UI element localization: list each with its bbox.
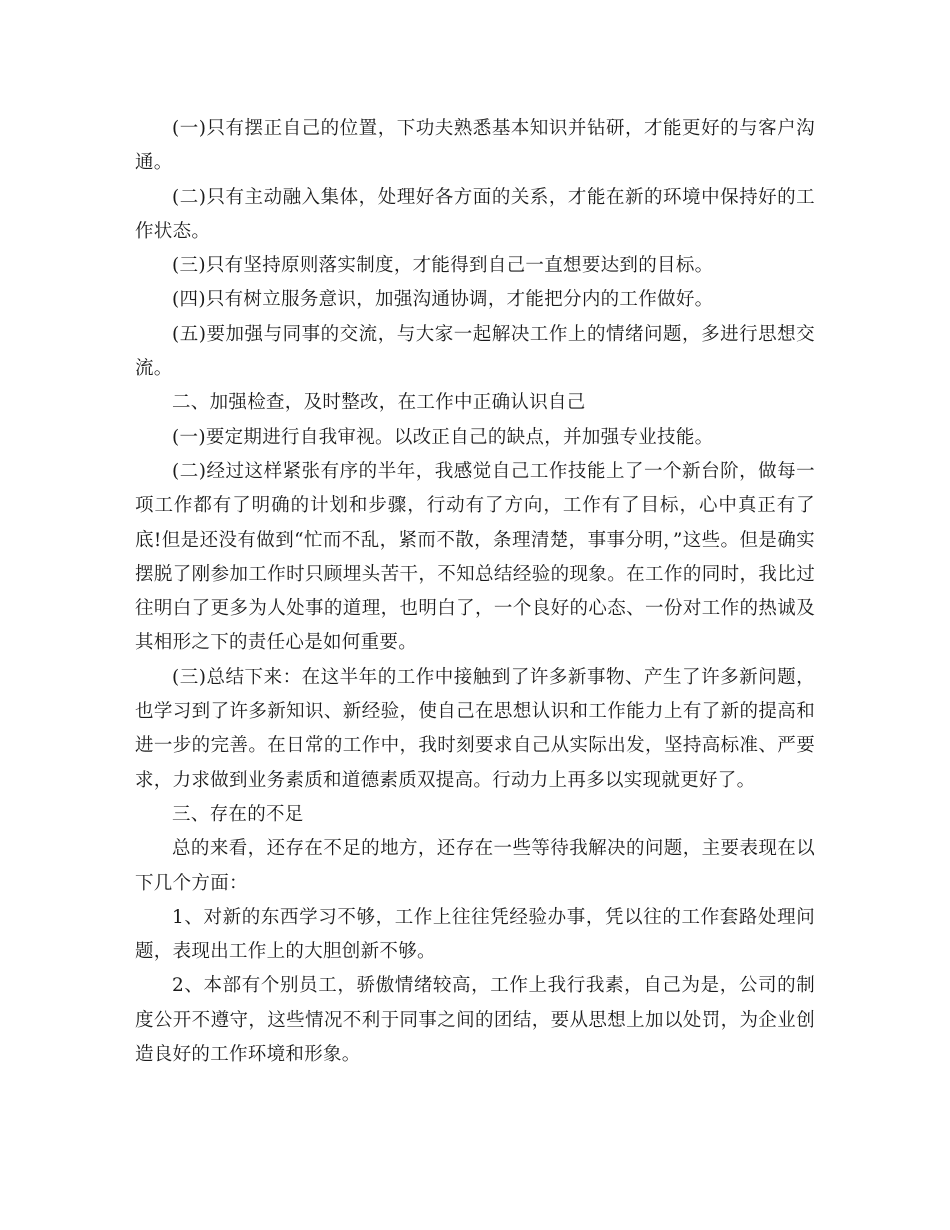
paragraph-point-3: (三)只有坚持原则落实制度，才能得到自己一直想要达到的目标。 <box>172 255 714 277</box>
section-heading-3: 三、存在的不足 <box>172 803 304 825</box>
paragraph-half-year: (二)经过这样紧张有序的半年，我感觉自己工作技能上了一个新台阶，做每一项工作都有了明确的计划和步骤，行动有了方向，工作有了目标，心中真正有了底!但是还没有做到“忙而不乱，紧而不散，条理清楚，事事分明，”这些。但是确实摆脱了刚参加工作时只顾埋头苦干，不知总结经验的现象。在工作的同时，我比过往明白了更多为人处事的道理，也明白了，一个良好的心态、一份对工作的热诚及其相形之下的责任心是如何重要。 <box>135 460 815 654</box>
paragraph-self-review: (一)要定期进行自我审视。以改正自己的缺点，并加强专业技能。 <box>172 426 714 448</box>
paragraph-point-1: (一)只有摆正自己的位置，下功夫熟悉基本知识并钻研，才能更好的与客户沟通。 <box>135 118 815 174</box>
section-heading-2: 二、加强检查，及时整改，在工作中正确认识自己 <box>172 392 586 414</box>
paragraph-point-4: (四)只有树立服务意识，加强沟通协调，才能把分内的工作做好。 <box>172 289 714 311</box>
paragraph-point-2: (二)只有主动融入集体，处理好各方面的关系，才能在新的环境中保持好的工作状态。 <box>135 186 815 242</box>
paragraph-shortcoming-1: 1、对新的东西学习不够，工作上往往凭经验办事，凭以往的工作套路处理问题，表现出工作上的大胆创新不够。 <box>135 906 815 963</box>
paragraph-point-5: (五)要加强与同事的交流，与大家一起解决工作上的情绪问题，多进行思想交流。 <box>135 323 815 380</box>
paragraph-summary: (三)总结下来：在这半年的工作中接触到了许多新事物、产生了许多新问题，也学习到了许多新知识、新经验，使自己在思想认识和工作能力上有了新的提高和进一步的完善。在日常的工作中，我时刻要求自己从实际出发，坚持高标准、严要求，力求做到业务素质和道德素质双提高。行动力上再多以实现就更好了。 <box>135 666 815 791</box>
document-page <box>135 112 815 1072</box>
paragraph-shortcomings-intro: 总的来看，还存在不足的地方，还存在一些等待我解决的问题，主要表现在以下几个方面： <box>135 838 815 894</box>
paragraph-shortcoming-2: 2、本部有个别员工，骄傲情绪较高，工作上我行我素，自己为是，公司的制度公开不遵守，这些情况不利于同事之间的团结，要从思想上加以处罚，为企业创造良好的工作环境和形象。 <box>135 975 815 1066</box>
